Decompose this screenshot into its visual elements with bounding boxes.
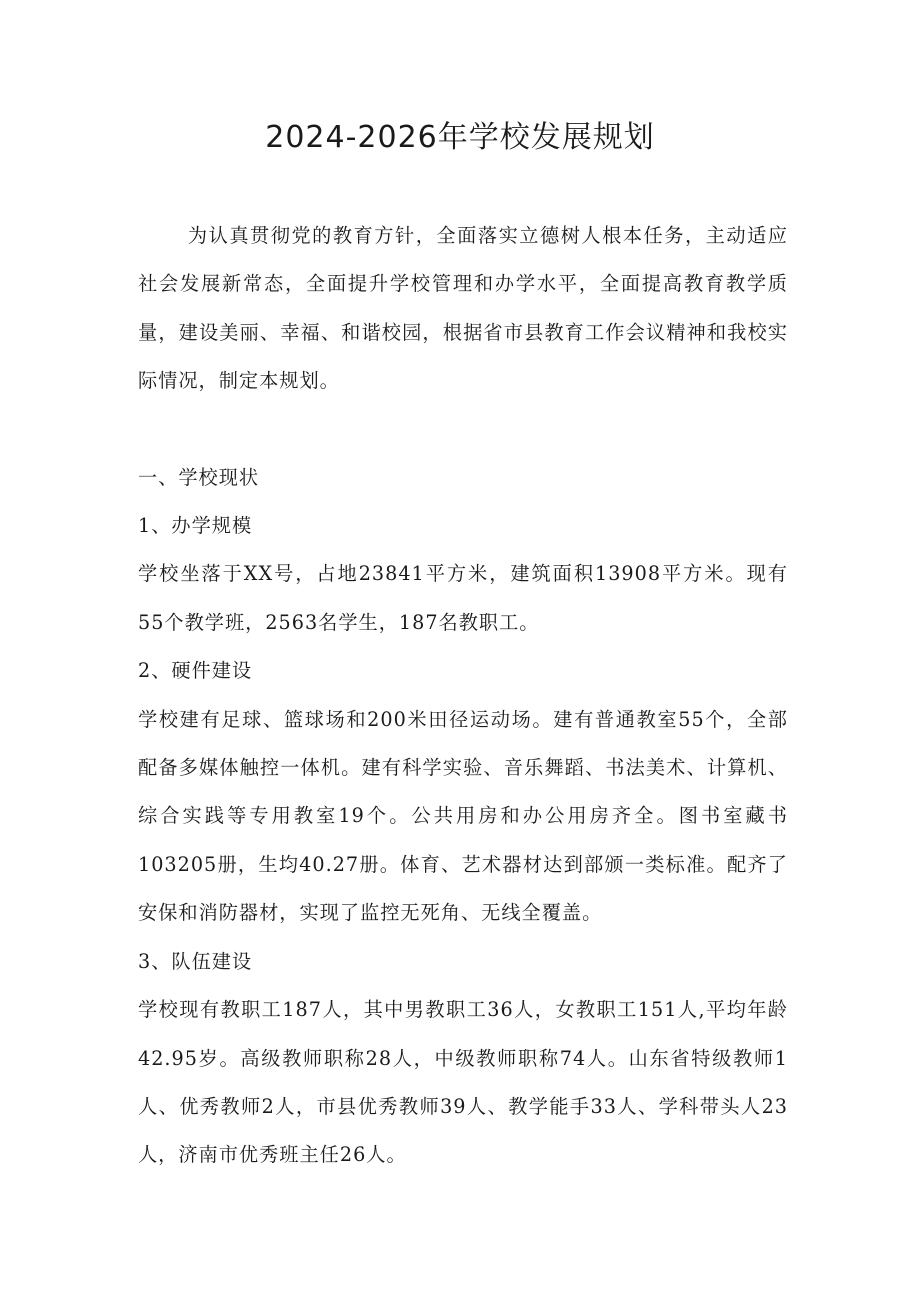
subsection-body-staff: 学校现有教职工187人，其中男教职工36人，女教职工151人,平均年龄42.95岁。高级教师职称28人，中级教师职称74人。山东省特级教师1人、优秀教师2人，市县优秀教师39人、教学能手33人、学科带头人23人，济南市优秀班主任26人。 (138, 998, 788, 1167)
section-heading: 一、学校现状 (138, 465, 260, 489)
subsection-heading-scale: 1、办学规模 (138, 514, 253, 538)
subsection-body-facilities: 学校建有足球、篮球场和200米田径运动场。建有普通教室55个，全部配备多媒体触控一体机。建有科学实验、音乐舞蹈、书法美术、计算机、综合实践等专用教室19个。公共用房和办公用房齐全。图书室藏书103205册，生均40.27册。体育、艺术器材达到部颁一类标准。配齐了安保和消防器材，实现了监控无死角、无线全覆盖。 (138, 707, 788, 925)
document-title: 2024-2026年学校发展规划 (265, 120, 655, 155)
subsection-body-scale: 学校坐落于XX号，占地23841平方米，建筑面积13908平方米。现有55个教学班，2563名学生，187名教职工。 (138, 562, 788, 634)
subsection-heading-staff: 3、队伍建设 (138, 949, 253, 973)
paragraph-spacer (138, 406, 788, 454)
subsection-heading-facilities: 2、硬件建设 (138, 659, 253, 683)
document-body (138, 212, 788, 1180)
intro-paragraph: 为认真贯彻党的教育方针，全面落实立德树人根本任务，主动适应社会发展新常态，全面提升学校管理和办学水平，全面提高教育教学质量，建设美丽、幸福、和谐校园，根据省市县教育工作会议精神和我校实际情况，制定本规划。 (138, 224, 788, 393)
